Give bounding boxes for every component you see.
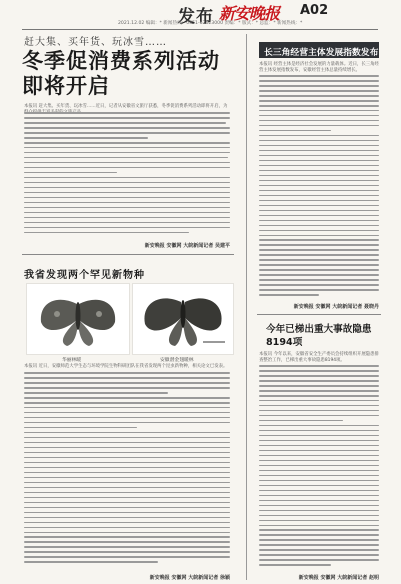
right-story-lead-text: 本报讯 经营主体是经济社会发展的力量载体。近日，长三角经营主体发展指数发布，安徽经营主体总量持续增长。 [259, 62, 379, 73]
right-story-byline: 新安晚报 安徽网 大皖新闻记者 聂晓丹 [293, 304, 379, 310]
moth-story-byline: 新安晚报 安徽网 大皖新闻记者 徐颖 [149, 575, 230, 581]
main-story-byline: 新安晚报 安徽网 大皖新闻记者 吴建平 [144, 243, 230, 249]
main-story-lead-text: 本报讯 赶大集、买年货、玩冰雪……近日，记者从安徽省文旅厅获悉，冬季促消费系列活动即将开启，为 [24, 104, 228, 109]
section-name: 发布 [178, 7, 214, 27]
right-story-headline: 长三角经营主体发展指数发布 [264, 48, 379, 58]
section-divider [22, 254, 234, 255]
masthead-rule [22, 29, 378, 30]
main-story-headline: 冬季促消费系列活动即将开启 [22, 48, 220, 98]
right-story-2-body [259, 365, 379, 571]
main-story-body [24, 112, 230, 239]
right-story-2-lead-text: 本报讯 今年以来，安徽省安全生产委员会持续组织开展隐患排查整治工作，已梯出重大事故隐患8194项。 [259, 352, 379, 363]
moth-story-lead-text: 本报讯 近日，安徽师范大学生态与环境学院生物科研团队在我省发现两个昆虫新物种，相关论文已发表。 [24, 364, 228, 369]
main-story-kicker: 赶大集、买年货、玩冰雪…… [24, 37, 167, 48]
moth-photo-2 [132, 283, 234, 355]
moth-story-body [24, 372, 230, 572]
column-divider [246, 34, 247, 580]
right-story-banner [259, 42, 379, 58]
moth-story-headline: 我省发现两个罕见新物种 [24, 270, 145, 281]
moth-2-image [133, 284, 233, 354]
right-section-divider [257, 314, 381, 315]
moth-photo-2-caption: 安徽潜金翅暖林 [160, 358, 194, 363]
moth-photo-1-caption: 华丽林暖 [62, 358, 82, 363]
moth-photo-1 [26, 283, 130, 355]
moth-1-image [27, 284, 129, 354]
right-story-2-byline: 新安晚报 安徽网 大皖新闻记者 赵明 [298, 575, 379, 581]
right-story-body [259, 75, 379, 300]
right-story-2-headline: 今年已梯出重大事故隐患8194项 [266, 324, 372, 348]
newspaper-logo: 新安晚报 [219, 4, 280, 23]
masthead-info-line: 2021.12.02 编辑：* 新闻热线：0551-62623000 责编：* 版式：* 总监：* 新闻热线：* [118, 21, 303, 26]
masthead [0, 0, 401, 30]
page-number: A02 [300, 3, 329, 18]
